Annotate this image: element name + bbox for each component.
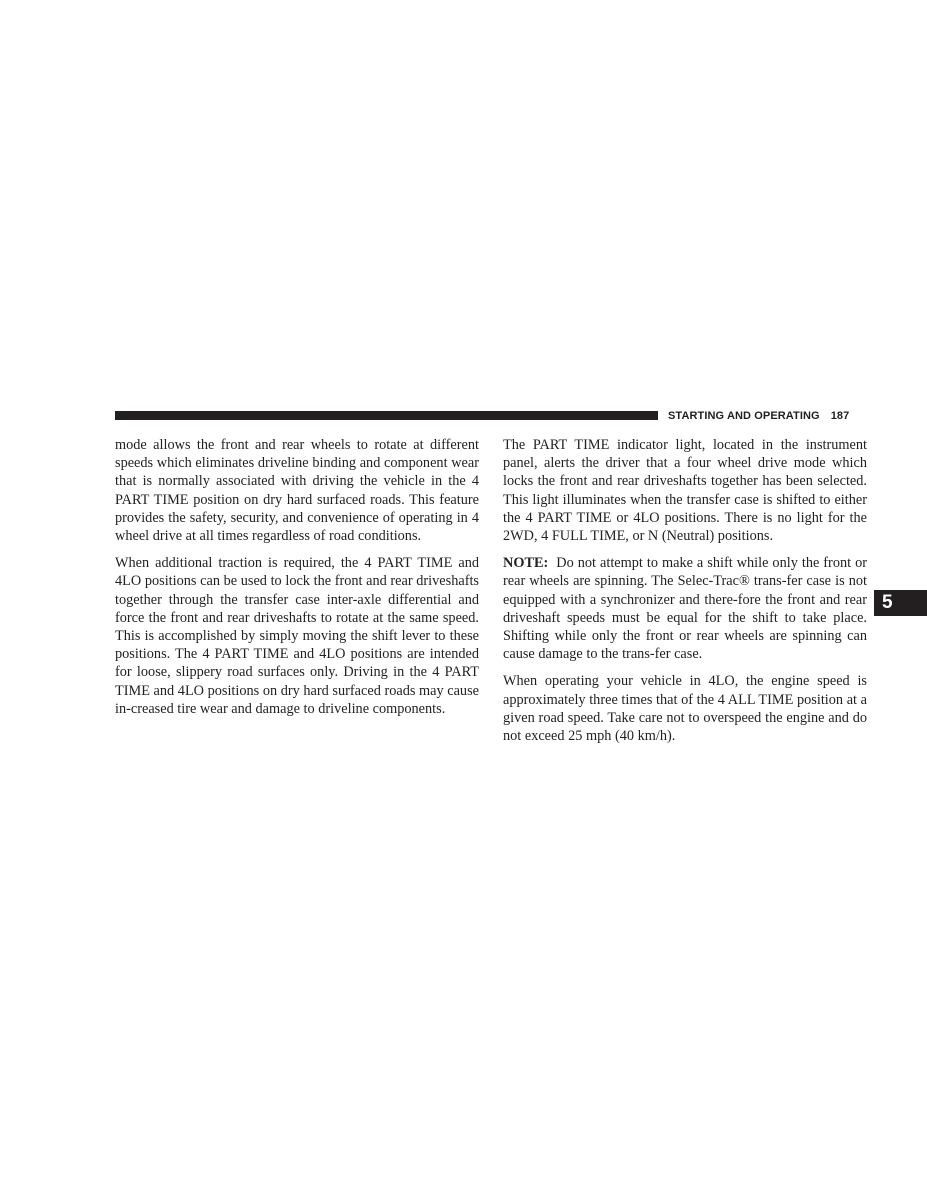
running-header	[668, 408, 849, 424]
body-paragraph: When additional traction is required, the 4 PART TIME and 4LO positions can be used to lock the front and rear driveshafts together through the transfer case inter-axle differential and force the front and rear driveshafts to rotate at the same speed. This is accomplished by simply moving the shift lever to these positions. The 4 PART TIME and 4LO positions are intended for loose, slippery road surfaces only. Driving in the 4 PART TIME and 4LO positions on dry hard surfaced roads may cause in-creased tire wear and damage to driveline components.	[115, 555, 479, 717]
indicator-light-paragraph: The PART TIME indicator light, located in the instrument panel, alerts the driver that a four wheel drive mode which locks the front and rear driveshafts together has been selected. This light illuminates when the transfer case is shifted to either the 4 PART TIME or 4LO positions. There is no light for the 2WD, 4 FULL TIME, or N (Neutral) positions.	[503, 437, 867, 545]
section-title: STARTING AND OPERATING	[668, 410, 820, 422]
right-column	[503, 436, 867, 754]
header-rule	[115, 411, 658, 420]
note-text: Do not attempt to make a shift while only the front or rear wheels are spinning. The Selec-Trac® trans-fer case is not equipped with a synchronizer and there-fore the front and rear driveshaft speeds must be equal for the shift to take place. Shifting while only the front or rear wheels are spinning can cause damage to the trans-fer case.	[503, 555, 867, 663]
note-paragraph	[503, 554, 867, 663]
engine-speed-paragraph: When operating your vehicle in 4LO, the engine speed is approximately three times that of the 4 ALL TIME position at a given road speed. Take care not to overspeed the engine and do not exceed 25 mph (40 km/h).	[503, 673, 867, 745]
note-label: NOTE:	[503, 555, 549, 572]
left-column	[115, 436, 479, 727]
body-paragraph: mode allows the front and rear wheels to rotate at different speeds which eliminates driveline binding and component wear that is normally associated with driving the vehicle in the 4 PART TIME position on dry hard surfaced roads. This feature provides the safety, security, and convenience of operating in 4 wheel drive at all times regardless of road conditions.	[115, 437, 479, 545]
chapter-tab: 5	[874, 590, 927, 616]
page-number: 187	[830, 410, 850, 422]
